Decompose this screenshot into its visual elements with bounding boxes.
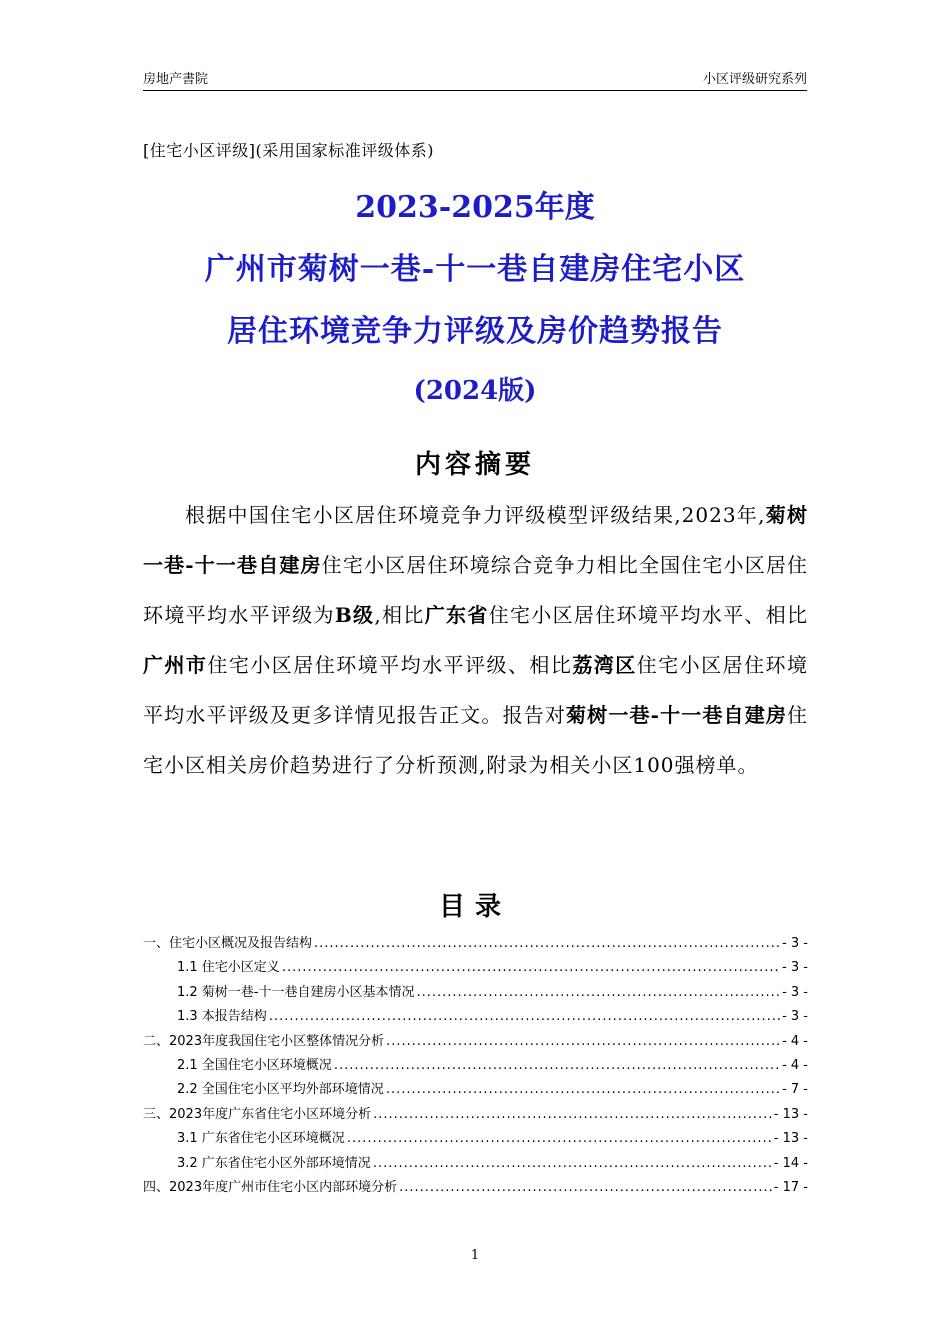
toc-heading: 目录 bbox=[438, 892, 511, 922]
toc-leader-dots bbox=[314, 932, 780, 956]
report-category: [住宅小区评级](采用国家标准评级体系) bbox=[143, 141, 434, 160]
abstract-text: 住宅小区居住环境平均水平评级、相比 bbox=[207, 653, 573, 677]
toc-entry[interactable] bbox=[143, 981, 808, 1005]
abstract-text: 住宅小区居住环境平均水平评级及更多详情见报告正文。报告对 bbox=[143, 653, 809, 727]
toc-entry-page: - 3 - bbox=[782, 936, 808, 951]
abstract-highlight: 菊树一巷-十一巷自建房 bbox=[566, 703, 787, 727]
abstract-text: 住宅小区居住环境综合竞争力相比全国住宅小区居住环境平均水平评级为 bbox=[143, 553, 808, 627]
toc-entry-label: 二、2023年度我国住宅小区整体情况分析 bbox=[143, 1033, 385, 1049]
toc-entry-page: - 4 - bbox=[782, 1057, 808, 1073]
toc-leader-dots bbox=[386, 1078, 780, 1102]
toc-entry[interactable] bbox=[143, 1176, 808, 1200]
header-right: 小区评级研究系列 bbox=[702, 72, 807, 87]
toc-entry[interactable] bbox=[143, 1054, 808, 1078]
abstract-highlight: 广州市 bbox=[143, 653, 208, 677]
toc-entry-label: 2.2 全国住宅小区平均外部环境情况 bbox=[177, 1082, 384, 1098]
title-line-4: (2024版) bbox=[413, 376, 537, 406]
toc-entry[interactable] bbox=[143, 1005, 808, 1029]
toc-entry-label: 3.1 广东省住宅小区环境概况 bbox=[177, 1131, 345, 1147]
header-left: 房地产書院 bbox=[143, 72, 209, 87]
toc-leader-dots bbox=[282, 956, 780, 980]
toc-leader-dots bbox=[373, 1103, 772, 1127]
toc-entry-page: - 14 - bbox=[773, 1155, 808, 1171]
toc-entry-label: 四、2023年度广州市住宅小区内部环境分析 bbox=[143, 1179, 398, 1195]
toc-leader-dots bbox=[386, 1030, 780, 1054]
table-of-contents bbox=[143, 932, 808, 1200]
abstract-highlight: 菊树一巷-十一巷自建房 bbox=[143, 503, 808, 577]
toc-leader-dots bbox=[347, 1127, 772, 1151]
toc-entry-page: - 13 - bbox=[773, 1106, 808, 1122]
abstract-paragraph bbox=[143, 490, 808, 790]
toc-leader-dots bbox=[269, 1005, 780, 1029]
toc-entry-page: - 3 - bbox=[782, 960, 808, 976]
toc-entry-label: 2.1 全国住宅小区环境概况 bbox=[177, 1057, 332, 1073]
toc-entry-page: - 3 - bbox=[782, 984, 808, 1000]
toc-entry[interactable] bbox=[143, 1030, 808, 1054]
toc-leader-dots bbox=[417, 981, 781, 1005]
abstract-heading: 内容摘要 bbox=[414, 450, 535, 480]
toc-entry-page: - 17 - bbox=[773, 1179, 808, 1195]
toc-entry-page: - 7 - bbox=[782, 1082, 808, 1098]
abstract-text: ,相比 bbox=[374, 603, 425, 627]
abstract-highlight: 荔湾区 bbox=[572, 653, 637, 677]
toc-entry[interactable] bbox=[143, 1152, 808, 1176]
toc-entry-label: 1.1 住宅小区定义 bbox=[177, 960, 280, 976]
toc-leader-dots bbox=[334, 1054, 780, 1078]
page-number: 1 bbox=[470, 1248, 480, 1263]
toc-entry[interactable] bbox=[143, 956, 808, 980]
page-header bbox=[143, 66, 807, 91]
toc-entry-label: 一、住宅小区概况及报告结构 bbox=[143, 936, 313, 951]
toc-entry[interactable] bbox=[143, 1078, 808, 1102]
toc-entry[interactable] bbox=[143, 932, 808, 956]
toc-leader-dots bbox=[399, 1176, 772, 1200]
title-line-2: 广州市菊树一巷-十一巷自建房住宅小区 bbox=[204, 252, 746, 287]
abstract-text: 根据中国住宅小区居住环境竞争力评级模型评级结果,2023年, bbox=[185, 503, 766, 527]
abstract-text: 住宅小区居住环境平均水平、相比 bbox=[488, 603, 809, 627]
toc-leader-dots bbox=[373, 1152, 772, 1176]
toc-entry-label: 1.3 本报告结构 bbox=[177, 1009, 267, 1025]
abstract-text: 住宅小区相关房价趋势进行了分析预测,附录为相关小区100强榜单。 bbox=[143, 703, 808, 777]
toc-entry[interactable] bbox=[143, 1103, 808, 1127]
toc-entry-label: 三、2023年度广东省住宅小区环境分析 bbox=[143, 1106, 372, 1122]
toc-entry-page: - 3 - bbox=[782, 1009, 808, 1025]
title-line-3: 居住环境竞争力评级及房价趋势报告 bbox=[227, 314, 723, 349]
abstract-highlight: 广东省 bbox=[424, 603, 489, 627]
toc-entry[interactable] bbox=[143, 1127, 808, 1151]
toc-entry-page: - 13 - bbox=[773, 1131, 808, 1147]
toc-entry-page: - 4 - bbox=[782, 1033, 808, 1049]
toc-entry-label: 3.2 广东省住宅小区外部环境情况 bbox=[177, 1155, 371, 1171]
toc-entry-label: 1.2 菊树一巷-十一巷自建房小区基本情况 bbox=[177, 984, 415, 1000]
title-line-1: 2023-2025年度 bbox=[355, 190, 595, 225]
abstract-highlight: B级 bbox=[334, 603, 375, 627]
